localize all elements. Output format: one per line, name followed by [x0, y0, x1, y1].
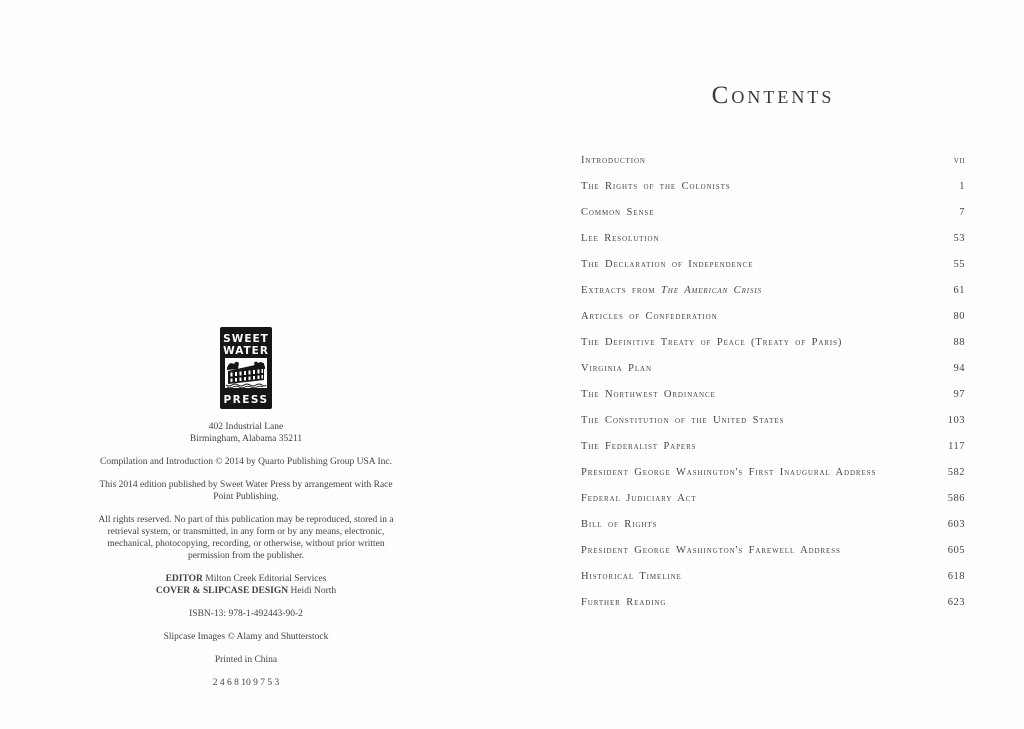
toc-entry-label: The Northwest Ordinance [581, 388, 716, 400]
copyright-notice: Compilation and Introduction © 2014 by Quarto Publishing Group USA Inc. [100, 457, 392, 467]
toc-entry-label: President George Washington's First Inaugural Address [581, 466, 877, 478]
toc-entry [581, 537, 965, 563]
sweet-water-press-logo [220, 327, 272, 413]
design-credit-name: Heidi North [290, 586, 337, 596]
toc-entry [581, 563, 965, 589]
toc-entry [581, 407, 965, 433]
toc-entry-page-number: 88 [953, 336, 965, 348]
toc-entry [581, 485, 965, 511]
toc-entry-label: Articles of Confederation [581, 310, 718, 322]
toc-entry-label: President George Washington's Farewell Address [581, 544, 841, 556]
toc-entry [581, 381, 965, 407]
toc-entry-page-number: 1 [959, 180, 965, 192]
publisher-logo-graphic [220, 327, 272, 409]
toc-entry-label: Bill of Rights [581, 518, 658, 530]
toc-entry-page-number: 61 [953, 284, 965, 296]
toc-entry-page-number: 623 [947, 596, 965, 608]
toc-entry [581, 329, 965, 355]
toc-entry-label: The Declaration of Independence [581, 258, 754, 270]
logo-word-sweet: SWEET [223, 333, 269, 345]
toc-entry-label: The Federalist Papers [581, 440, 697, 452]
toc-entry [581, 355, 965, 381]
toc-entry-page-number: 582 [947, 466, 965, 478]
toc-entry [581, 199, 965, 225]
toc-entry-page-number: 103 [947, 414, 965, 426]
toc-entry [581, 251, 965, 277]
mill-illustration [225, 358, 267, 388]
toc-entry-page-number: 603 [947, 518, 965, 530]
toc-entry-page-number: 586 [947, 492, 965, 504]
toc-entry-page-number: 618 [947, 570, 965, 582]
isbn-line: ISBN-13: 978-1-492443-90-2 [189, 609, 303, 619]
editor-credit-name: Milton Creek Editorial Services [205, 574, 327, 584]
toc-entry-page-number: 80 [953, 310, 965, 322]
credits-block [96, 573, 396, 597]
toc-entry-label: The Rights of the Colonists [581, 180, 731, 192]
toc-entry-label: Virginia Plan [581, 362, 652, 374]
toc-entry-label: Introduction [581, 154, 646, 166]
toc-entry-page-number: 53 [953, 232, 965, 244]
toc-entry-label: Further Reading [581, 596, 667, 608]
toc-entry-label: The Definitive Treaty of Peace (Treaty of Paris) [581, 336, 843, 348]
logo-word-press: PRESS [223, 394, 269, 406]
contents-page-title: Contents [711, 82, 835, 109]
design-credit [96, 585, 396, 597]
toc-entry [581, 225, 965, 251]
design-credit-role: COVER & SLIPCASE DESIGN [155, 586, 289, 596]
toc-entry [581, 433, 965, 459]
rights-notice: All rights reserved. No part of this publication may be reproduced, stored in a retrieval system, or transmitted, in any form or by any means, electronic, mechanical, photocopying, recording, or otherwise, without prior written permission from the publisher. [98, 515, 394, 561]
address-line-1: 402 Industrial Lane [208, 422, 284, 432]
toc-entry [581, 589, 965, 615]
toc-entry [581, 147, 965, 173]
logo-word-water: WATER [223, 345, 269, 357]
toc-entry [581, 173, 965, 199]
address-line-2: Birmingham, Alabama 35211 [189, 434, 303, 444]
toc-entry [581, 511, 965, 537]
edition-notice: This 2014 edition published by Sweet Water Press by arrangement with Race Point Publishing. [99, 480, 393, 502]
toc-entry-label: Common Sense [581, 206, 655, 218]
table-of-contents [581, 147, 965, 615]
printed-in-line: Printed in China [214, 655, 278, 665]
copyright-page [96, 327, 396, 689]
toc-entry-page-number: 97 [953, 388, 965, 400]
toc-entry-label: The Constitution of the United States [581, 414, 785, 426]
slipcase-credit: Slipcase Images © Alamy and Shutterstock [163, 632, 329, 642]
editor-credit-role: EDITOR [165, 574, 203, 584]
toc-entry-page-number: 7 [959, 206, 965, 218]
toc-entry [581, 303, 965, 329]
toc-entry-page-number: 117 [948, 440, 965, 452]
toc-entry-label: Federal Judiciary Act [581, 492, 697, 504]
toc-entry-label: Lee Resolution [581, 232, 660, 244]
toc-entry-label: Extracts from The American Crisis [581, 284, 763, 296]
toc-entry-page-number: vii [953, 154, 965, 166]
toc-entry [581, 459, 965, 485]
toc-entry-italic-title: The American Crisis [661, 284, 763, 296]
toc-entry-page-number: 605 [947, 544, 965, 556]
toc-entry-label: Historical Timeline [581, 570, 682, 582]
publisher-address [96, 421, 396, 445]
toc-entry-page-number: 55 [953, 258, 965, 270]
printing-numbers-line: 2 4 6 8 10 9 7 5 3 [212, 678, 280, 688]
editor-credit [96, 573, 396, 585]
toc-entry-page-number: 94 [953, 362, 965, 374]
toc-entry [581, 277, 965, 303]
